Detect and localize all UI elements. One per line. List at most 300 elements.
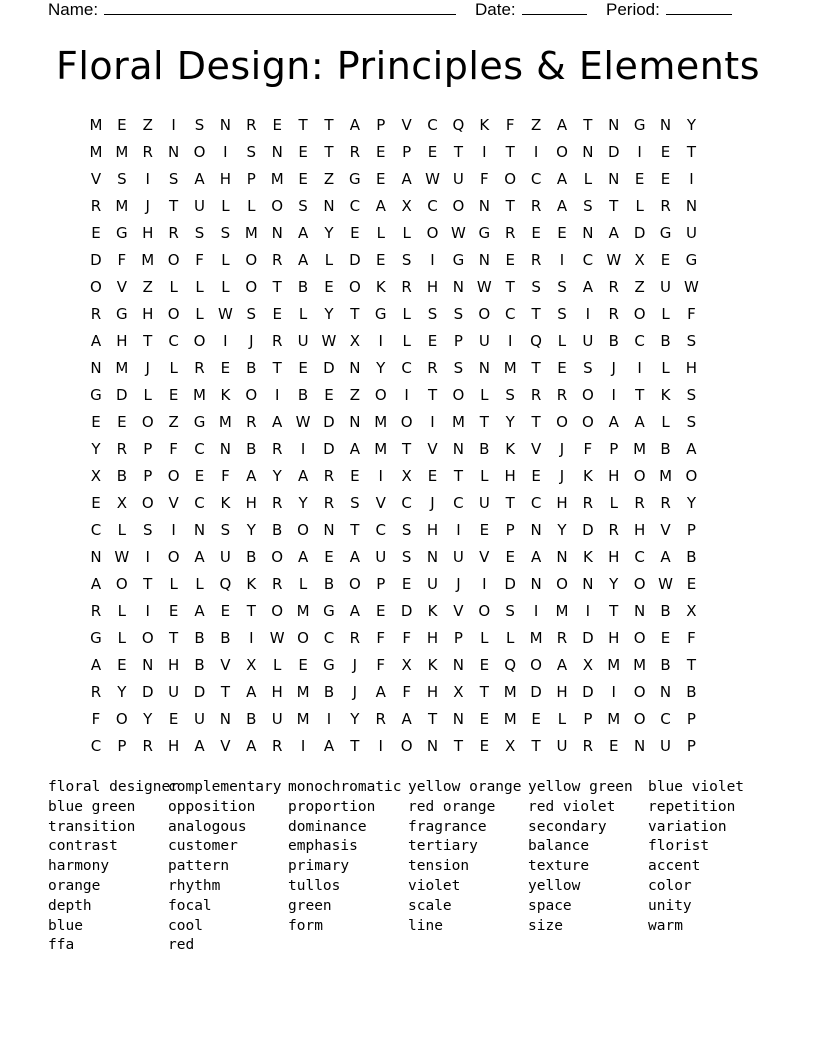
grid-letter[interactable]: M <box>633 440 647 458</box>
grid-letter[interactable]: C <box>530 494 542 512</box>
grid-letter[interactable]: O <box>633 683 646 701</box>
grid-letter[interactable]: B <box>479 440 490 458</box>
grid-letter[interactable]: E <box>91 494 101 512</box>
grid-letter[interactable]: C <box>168 332 179 350</box>
grid-letter[interactable]: T <box>609 602 619 620</box>
grid-letter[interactable]: R <box>608 305 619 323</box>
grid-letter[interactable]: O <box>556 143 568 161</box>
grid-letter[interactable]: Y <box>272 467 282 485</box>
grid-letter[interactable]: P <box>453 332 463 350</box>
grid-letter[interactable]: L <box>221 197 230 215</box>
grid-letter[interactable]: H <box>685 359 698 377</box>
grid-letter[interactable]: M <box>374 440 388 458</box>
grid-letter[interactable]: D <box>582 629 594 647</box>
grid-letter[interactable]: O <box>245 251 258 269</box>
grid-letter[interactable]: V <box>530 440 542 458</box>
grid-letter[interactable]: O <box>633 467 646 485</box>
grid-letter[interactable]: X <box>116 494 127 512</box>
grid-letter[interactable]: E <box>298 143 308 161</box>
grid-letter[interactable]: E <box>324 386 334 404</box>
grid-letter[interactable]: I <box>585 602 591 620</box>
grid-letter[interactable]: N <box>582 224 594 242</box>
grid-letter[interactable]: O <box>530 656 542 674</box>
grid-letter[interactable]: C <box>90 521 102 539</box>
grid-letter[interactable]: A <box>297 548 309 566</box>
grid-letter[interactable]: O <box>374 386 387 404</box>
grid-letter[interactable]: A <box>375 197 386 215</box>
grid-letter[interactable]: A <box>90 656 102 674</box>
grid-letter[interactable]: B <box>246 710 257 728</box>
grid-letter[interactable]: L <box>609 494 618 512</box>
grid-letter[interactable]: R <box>271 737 283 755</box>
grid-letter[interactable]: H <box>271 683 283 701</box>
grid-letter[interactable]: V <box>220 656 231 674</box>
grid-letter[interactable]: T <box>531 359 541 377</box>
grid-letter[interactable]: A <box>194 602 205 620</box>
grid-letter[interactable]: E <box>505 548 515 566</box>
grid-letter[interactable]: C <box>660 710 671 728</box>
grid-letter[interactable]: N <box>452 656 465 674</box>
grid-letter[interactable]: Q <box>452 116 465 134</box>
grid-letter[interactable]: Z <box>142 116 153 134</box>
grid-letter[interactable]: Q <box>504 656 517 674</box>
grid-letter[interactable]: E <box>376 602 386 620</box>
grid-letter[interactable]: R <box>168 224 179 242</box>
grid-letter[interactable]: H <box>426 521 439 539</box>
grid-letter[interactable]: O <box>348 278 361 296</box>
grid-letter[interactable]: R <box>582 494 594 512</box>
grid-letter[interactable]: V <box>453 602 464 620</box>
grid-letter[interactable]: A <box>556 197 568 215</box>
grid-letter[interactable]: A <box>556 116 568 134</box>
grid-letter[interactable]: R <box>323 494 335 512</box>
grid-letter[interactable]: T <box>453 737 463 755</box>
grid-letter[interactable]: M <box>115 143 129 161</box>
grid-letter[interactable]: R <box>660 494 671 512</box>
grid-letter[interactable]: C <box>504 305 516 323</box>
grid-letter[interactable]: U <box>685 224 697 242</box>
grid-letter[interactable]: D <box>607 143 620 161</box>
grid-letter[interactable]: R <box>349 629 361 647</box>
grid-letter[interactable]: L <box>117 602 127 620</box>
grid-letter[interactable]: I <box>223 332 228 350</box>
grid-letter[interactable]: J <box>456 575 461 593</box>
grid-letter[interactable]: O <box>141 629 154 647</box>
grid-letter[interactable]: X <box>453 683 464 701</box>
grid-letter[interactable]: J <box>352 656 358 674</box>
grid-letter[interactable]: M <box>141 251 155 269</box>
grid-letter[interactable]: S <box>505 386 515 404</box>
grid-letter[interactable]: S <box>298 197 308 215</box>
grid-letter[interactable]: C <box>634 332 645 350</box>
grid-letter[interactable]: J <box>352 683 358 701</box>
grid-letter[interactable]: I <box>482 143 487 161</box>
grid-letter[interactable]: T <box>350 737 360 755</box>
grid-letter[interactable]: J <box>611 359 616 377</box>
grid-letter[interactable]: H <box>426 278 439 296</box>
grid-letter[interactable]: O <box>400 737 413 755</box>
grid-letter[interactable]: O <box>685 467 698 485</box>
grid-letter[interactable]: O <box>452 386 465 404</box>
grid-letter[interactable]: E <box>324 278 334 296</box>
grid-letter[interactable]: Y <box>324 224 334 242</box>
grid-letter[interactable]: J <box>145 197 150 215</box>
grid-letter[interactable]: V <box>375 494 386 512</box>
grid-letter[interactable]: T <box>298 116 308 134</box>
grid-letter[interactable]: C <box>582 251 594 269</box>
grid-letter[interactable]: B <box>246 359 257 377</box>
grid-letter[interactable]: S <box>505 602 515 620</box>
grid-letter[interactable]: B <box>272 521 283 539</box>
grid-letter[interactable]: D <box>530 683 542 701</box>
grid-letter[interactable]: T <box>505 278 515 296</box>
grid-letter[interactable]: P <box>246 170 256 188</box>
grid-letter[interactable]: A <box>556 656 568 674</box>
grid-letter[interactable]: C <box>427 116 438 134</box>
grid-letter[interactable]: K <box>479 116 490 134</box>
grid-letter[interactable]: M <box>296 602 310 620</box>
grid-letter[interactable]: D <box>193 683 206 701</box>
grid-letter[interactable]: A <box>660 548 671 566</box>
grid-letter[interactable]: V <box>116 278 127 296</box>
grid-letter[interactable]: T <box>324 116 334 134</box>
grid-letter[interactable]: T <box>143 575 153 593</box>
grid-letter[interactable]: K <box>582 548 593 566</box>
grid-letter[interactable]: B <box>660 332 671 350</box>
grid-letter[interactable]: T <box>505 494 515 512</box>
grid-letter[interactable]: I <box>145 548 150 566</box>
grid-letter[interactable]: L <box>480 386 489 404</box>
grid-letter[interactable]: A <box>349 116 360 134</box>
grid-letter[interactable]: Z <box>634 278 645 296</box>
grid-letter[interactable]: T <box>531 305 541 323</box>
grid-letter[interactable]: E <box>531 710 541 728</box>
grid-letter[interactable]: G <box>323 602 335 620</box>
grid-letter[interactable]: X <box>90 467 102 485</box>
grid-letter[interactable]: O <box>115 575 128 593</box>
grid-letter[interactable]: N <box>478 359 490 377</box>
grid-letter[interactable]: Q <box>219 575 232 593</box>
grid-letter[interactable]: X <box>401 197 412 215</box>
grid-letter[interactable]: T <box>427 386 438 404</box>
grid-letter[interactable]: U <box>452 170 464 188</box>
grid-letter[interactable]: I <box>689 170 694 188</box>
grid-letter[interactable]: I <box>404 386 409 404</box>
grid-letter[interactable]: P <box>402 143 412 161</box>
grid-letter[interactable]: N <box>582 143 594 161</box>
grid-letter[interactable]: S <box>401 251 412 269</box>
grid-letter[interactable]: Y <box>350 710 360 728</box>
grid-letter[interactable]: S <box>117 170 127 188</box>
grid-letter[interactable]: S <box>168 170 179 188</box>
grid-letter[interactable]: A <box>246 467 257 485</box>
grid-letter[interactable]: L <box>195 278 204 296</box>
grid-letter[interactable]: O <box>167 305 180 323</box>
grid-letter[interactable]: P <box>583 710 593 728</box>
grid-letter[interactable]: L <box>273 656 282 674</box>
grid-letter[interactable]: I <box>559 251 565 269</box>
grid-letter[interactable]: S <box>583 197 593 215</box>
grid-letter[interactable]: O <box>556 413 568 431</box>
grid-letter[interactable]: U <box>375 548 387 566</box>
grid-letter[interactable]: E <box>220 602 231 620</box>
grid-letter[interactable]: P <box>609 440 619 458</box>
grid-letter[interactable]: S <box>686 413 697 431</box>
grid-letter[interactable]: L <box>169 359 178 377</box>
grid-letter[interactable]: O <box>167 548 180 566</box>
grid-letter[interactable]: T <box>583 116 593 134</box>
grid-letter[interactable]: G <box>116 305 128 323</box>
grid-letter[interactable]: T <box>169 629 179 647</box>
grid-letter[interactable]: I <box>378 467 383 485</box>
grid-letter[interactable]: M <box>89 116 103 134</box>
grid-letter[interactable]: T <box>324 143 334 161</box>
grid-letter[interactable]: R <box>556 629 568 647</box>
grid-letter[interactable]: R <box>556 386 568 404</box>
grid-letter[interactable]: L <box>402 224 411 242</box>
grid-letter[interactable]: U <box>660 278 672 296</box>
grid-letter[interactable]: H <box>504 467 516 485</box>
grid-letter[interactable]: E <box>557 359 567 377</box>
grid-letter[interactable]: A <box>323 737 335 755</box>
grid-letter[interactable]: R <box>90 683 102 701</box>
grid-letter[interactable]: J <box>249 332 254 350</box>
grid-letter[interactable]: T <box>402 440 412 458</box>
grid-letter[interactable]: X <box>401 656 412 674</box>
grid-letter[interactable]: X <box>686 602 697 620</box>
grid-letter[interactable]: O <box>167 251 180 269</box>
grid-letter[interactable]: D <box>323 440 335 458</box>
grid-letter[interactable]: Z <box>530 116 542 134</box>
grid-letter[interactable]: B <box>194 656 205 674</box>
grid-letter[interactable]: I <box>171 521 176 539</box>
grid-letter[interactable]: K <box>582 467 593 485</box>
grid-letter[interactable]: H <box>167 656 180 674</box>
grid-letter[interactable]: I <box>430 413 435 431</box>
grid-letter[interactable]: U <box>478 494 490 512</box>
grid-letter[interactable]: M <box>659 467 673 485</box>
grid-letter[interactable]: K <box>427 602 438 620</box>
grid-letter[interactable]: B <box>297 278 309 296</box>
grid-letter[interactable]: B <box>686 548 697 566</box>
grid-letter[interactable]: N <box>90 359 102 377</box>
grid-letter[interactable]: S <box>686 386 697 404</box>
grid-letter[interactable]: W <box>114 548 130 566</box>
grid-letter[interactable]: R <box>608 521 619 539</box>
grid-letter[interactable]: D <box>504 575 516 593</box>
grid-letter[interactable]: A <box>608 224 619 242</box>
grid-letter[interactable]: W <box>606 251 622 269</box>
grid-letter[interactable]: F <box>505 116 515 134</box>
grid-letter[interactable]: E <box>298 170 308 188</box>
grid-letter[interactable]: P <box>686 737 696 755</box>
grid-letter[interactable]: P <box>143 440 153 458</box>
grid-letter[interactable]: E <box>531 467 541 485</box>
grid-letter[interactable]: N <box>219 116 232 134</box>
grid-letter[interactable]: R <box>194 359 205 377</box>
grid-letter[interactable]: E <box>272 305 282 323</box>
grid-letter[interactable]: O <box>297 521 309 539</box>
name-blank[interactable] <box>104 0 456 15</box>
grid-letter[interactable]: M <box>296 683 310 701</box>
grid-letter[interactable]: D <box>400 602 413 620</box>
grid-letter[interactable]: O <box>504 170 517 188</box>
grid-letter[interactable]: S <box>194 224 205 242</box>
grid-letter[interactable]: V <box>220 737 231 755</box>
grid-letter[interactable]: F <box>402 629 411 647</box>
grid-letter[interactable]: S <box>453 359 464 377</box>
grid-letter[interactable]: L <box>376 224 385 242</box>
grid-letter[interactable]: O <box>297 629 309 647</box>
grid-letter[interactable]: I <box>300 737 306 755</box>
grid-letter[interactable]: G <box>90 386 102 404</box>
grid-letter[interactable]: A <box>246 737 257 755</box>
grid-letter[interactable]: E <box>272 116 282 134</box>
grid-letter[interactable]: N <box>349 359 361 377</box>
grid-letter[interactable]: S <box>453 305 464 323</box>
grid-letter[interactable]: Y <box>609 575 619 593</box>
grid-letter[interactable]: H <box>426 683 439 701</box>
grid-letter[interactable]: U <box>219 548 231 566</box>
grid-letter[interactable]: R <box>530 386 542 404</box>
grid-letter[interactable]: S <box>246 143 257 161</box>
grid-letter[interactable]: O <box>452 197 465 215</box>
grid-letter[interactable]: I <box>507 332 513 350</box>
grid-letter[interactable]: L <box>169 575 178 593</box>
grid-letter[interactable]: R <box>271 494 283 512</box>
grid-letter[interactable]: D <box>90 251 102 269</box>
grid-letter[interactable]: O <box>633 710 646 728</box>
grid-letter[interactable]: R <box>246 116 257 134</box>
grid-letter[interactable]: H <box>608 467 620 485</box>
grid-letter[interactable]: E <box>427 143 438 161</box>
grid-letter[interactable]: G <box>478 224 491 242</box>
grid-letter[interactable]: G <box>374 305 387 323</box>
grid-letter[interactable]: Z <box>142 278 153 296</box>
grid-letter[interactable]: E <box>376 251 386 269</box>
grid-letter[interactable]: A <box>246 683 257 701</box>
grid-letter[interactable]: A <box>686 440 697 458</box>
grid-letter[interactable]: E <box>427 467 438 485</box>
grid-letter[interactable]: X <box>582 656 593 674</box>
grid-letter[interactable]: B <box>220 629 231 647</box>
grid-letter[interactable]: A <box>582 278 593 296</box>
grid-letter[interactable]: S <box>531 278 541 296</box>
grid-letter[interactable]: E <box>660 251 671 269</box>
grid-letter[interactable]: U <box>582 332 594 350</box>
grid-letter[interactable]: P <box>453 629 463 647</box>
grid-letter[interactable]: C <box>401 359 412 377</box>
grid-letter[interactable]: H <box>142 224 154 242</box>
period-blank[interactable] <box>666 0 732 15</box>
grid-letter[interactable]: F <box>117 251 127 269</box>
grid-letter[interactable]: N <box>478 251 490 269</box>
grid-letter[interactable]: L <box>195 305 204 323</box>
grid-letter[interactable]: N <box>219 440 232 458</box>
grid-letter[interactable]: I <box>223 143 228 161</box>
grid-letter[interactable]: K <box>427 656 438 674</box>
grid-letter[interactable]: N <box>530 575 542 593</box>
grid-letter[interactable]: T <box>272 278 282 296</box>
grid-letter[interactable]: T <box>531 413 541 431</box>
grid-letter[interactable]: W <box>217 305 233 323</box>
grid-letter[interactable]: V <box>168 494 179 512</box>
grid-letter[interactable]: A <box>194 548 205 566</box>
grid-letter[interactable]: T <box>453 143 463 161</box>
grid-letter[interactable]: Y <box>298 494 308 512</box>
grid-letter[interactable]: T <box>609 197 619 215</box>
grid-letter[interactable]: F <box>402 683 411 701</box>
grid-letter[interactable]: G <box>90 629 102 647</box>
grid-letter[interactable]: R <box>582 737 594 755</box>
grid-letter[interactable]: A <box>194 737 205 755</box>
grid-letter[interactable]: A <box>90 575 102 593</box>
grid-letter[interactable]: Y <box>505 413 515 431</box>
grid-letter[interactable]: N <box>659 116 672 134</box>
grid-letter[interactable]: B <box>323 683 335 701</box>
grid-letter[interactable]: L <box>117 629 127 647</box>
grid-letter[interactable]: C <box>453 494 464 512</box>
grid-letter[interactable]: B <box>608 332 619 350</box>
grid-letter[interactable]: R <box>530 251 542 269</box>
grid-letter[interactable]: J <box>559 467 565 485</box>
grid-letter[interactable]: W <box>684 278 699 296</box>
grid-letter[interactable]: M <box>270 170 284 188</box>
grid-letter[interactable]: M <box>89 143 103 161</box>
grid-letter[interactable]: A <box>272 413 283 431</box>
grid-letter[interactable]: K <box>660 386 671 404</box>
grid-letter[interactable]: N <box>478 197 490 215</box>
grid-letter[interactable]: E <box>376 143 386 161</box>
grid-letter[interactable]: O <box>141 494 154 512</box>
grid-letter[interactable]: R <box>323 467 335 485</box>
grid-letter[interactable]: T <box>479 683 489 701</box>
grid-letter[interactable]: B <box>660 602 671 620</box>
grid-letter[interactable]: S <box>583 359 593 377</box>
grid-letter[interactable]: R <box>271 332 283 350</box>
grid-letter[interactable]: E <box>350 467 360 485</box>
grid-letter[interactable]: M <box>503 359 517 377</box>
grid-letter[interactable]: R <box>504 224 516 242</box>
grid-letter[interactable]: W <box>476 278 492 296</box>
grid-letter[interactable]: P <box>376 575 386 593</box>
grid-letter[interactable]: T <box>427 710 438 728</box>
grid-letter[interactable]: G <box>349 170 361 188</box>
grid-letter[interactable]: S <box>686 332 697 350</box>
grid-letter[interactable]: S <box>194 116 205 134</box>
grid-letter[interactable]: F <box>687 629 696 647</box>
grid-letter[interactable]: R <box>660 197 671 215</box>
grid-letter[interactable]: H <box>556 683 568 701</box>
grid-letter[interactable]: L <box>557 332 567 350</box>
grid-letter[interactable]: A <box>375 683 386 701</box>
grid-letter[interactable]: E <box>634 170 645 188</box>
grid-letter[interactable]: V <box>401 116 412 134</box>
grid-letter[interactable]: L <box>480 467 489 485</box>
grid-letter[interactable]: D <box>141 683 154 701</box>
grid-letter[interactable]: Y <box>376 359 386 377</box>
grid-letter[interactable]: T <box>143 332 153 350</box>
grid-letter[interactable]: B <box>297 386 309 404</box>
grid-letter[interactable]: L <box>661 305 670 323</box>
grid-letter[interactable]: T <box>479 413 489 431</box>
grid-letter[interactable]: H <box>608 629 620 647</box>
grid-letter[interactable]: M <box>607 656 621 674</box>
grid-letter[interactable]: E <box>660 170 671 188</box>
grid-letter[interactable]: R <box>116 440 128 458</box>
grid-letter[interactable]: N <box>142 656 154 674</box>
grid-letter[interactable]: R <box>90 305 102 323</box>
